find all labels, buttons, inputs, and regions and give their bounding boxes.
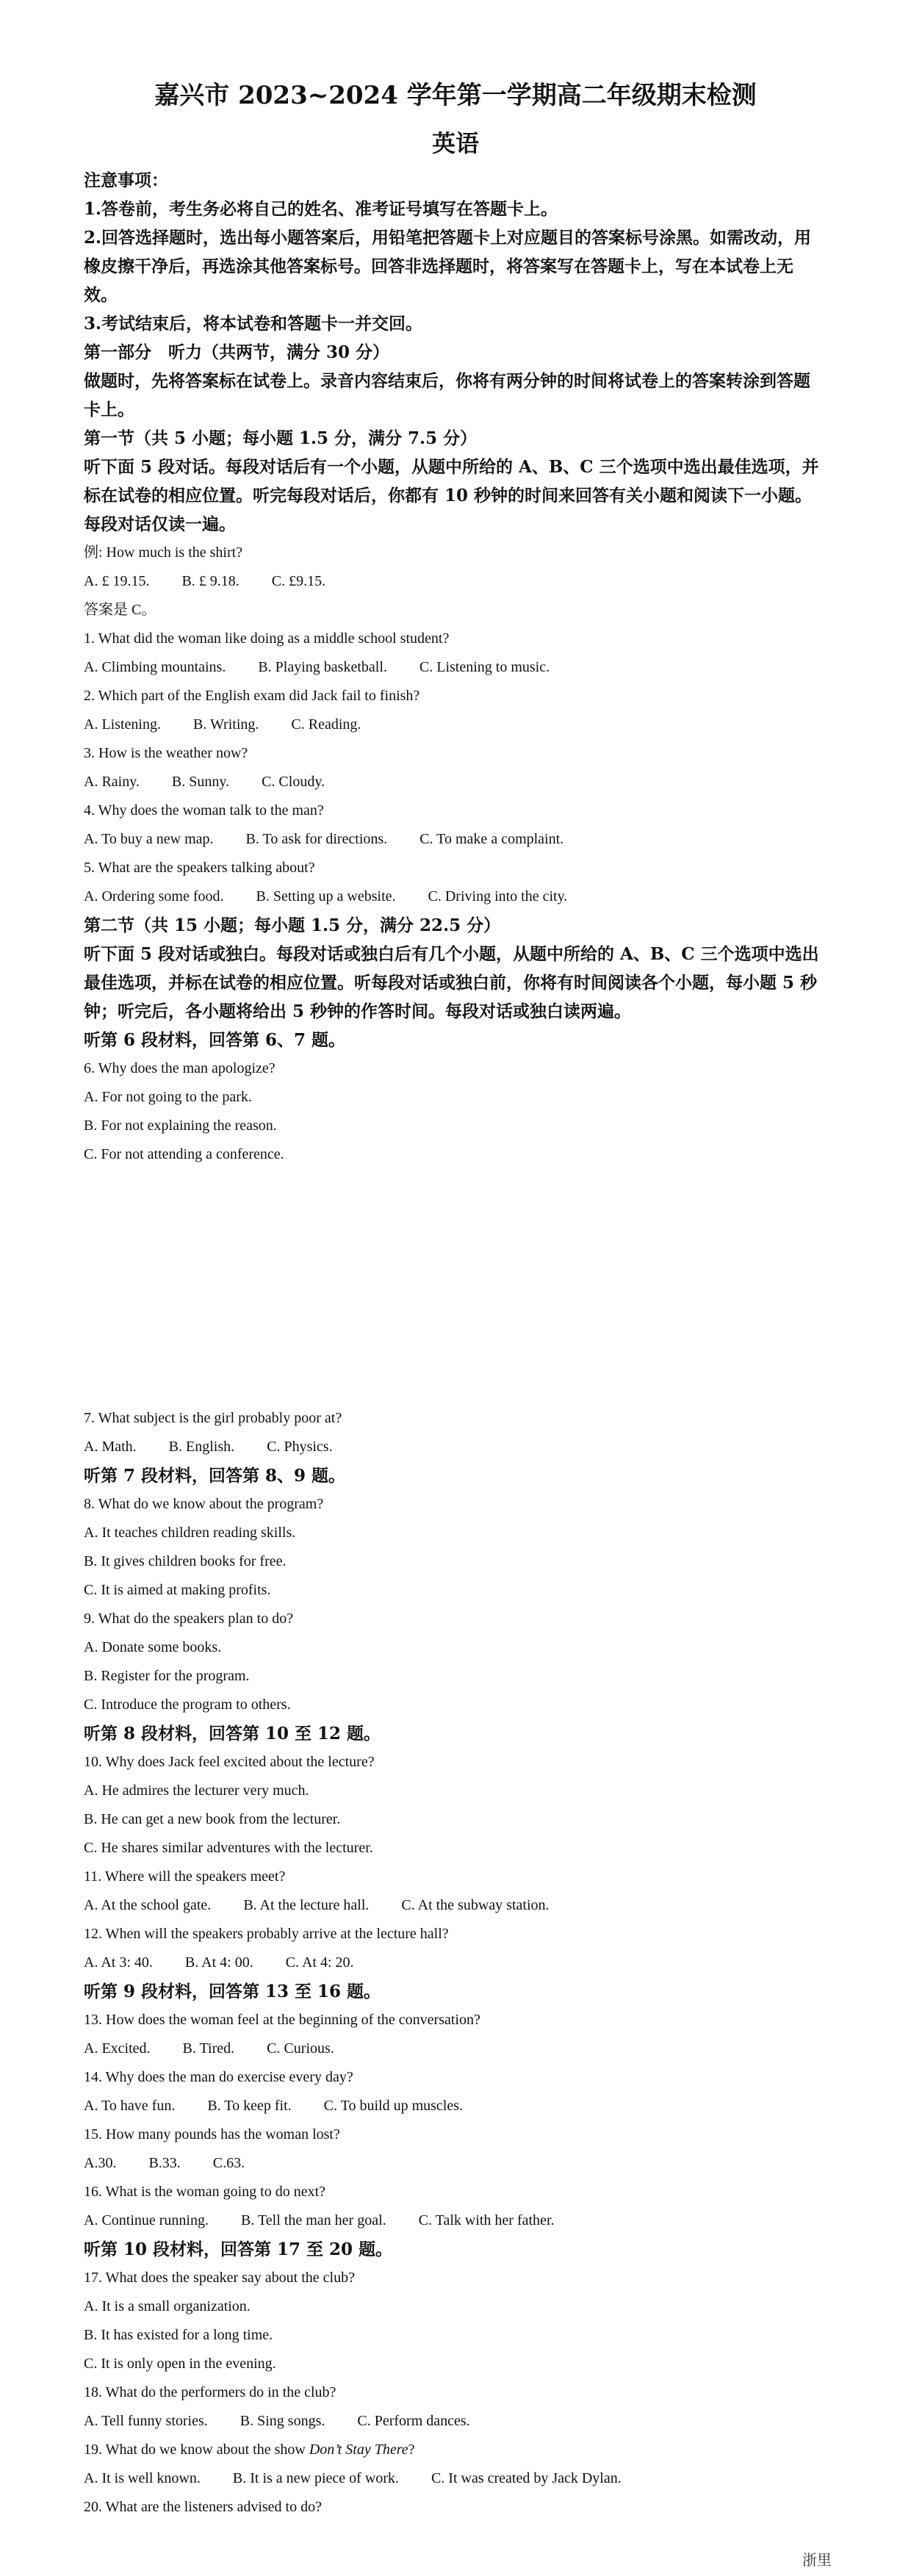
material-10-heading: 听第 10 段材料，回答第 17 至 20 题。 (84, 2239, 393, 2259)
option: B. Playing basketball. (258, 659, 387, 675)
option: C. Driving into the city. (428, 888, 568, 904)
part1-instruction: 做题时，先将答案标在试卷上。录音内容结束后，你将有两分钟的时间将试卷上的答案转涂到答题卡上。 (84, 371, 810, 420)
option: A. It is a small organization. (84, 2298, 251, 2314)
option: B. Sing songs. (240, 2413, 325, 2429)
option: A. At 3: 40. (84, 1954, 153, 1971)
option: B. He can get a new book from the lecturer. (84, 1811, 341, 1827)
option: A. Listening. (84, 716, 161, 733)
options-16 (84, 2206, 826, 2235)
option: C. To make a complaint. (420, 831, 564, 847)
options-4 (84, 825, 826, 854)
question-2: 2. Which part of the English exam did Jack fail to finish? (84, 688, 420, 704)
material-8-heading: 听第 8 段材料，回答第 10 至 12 题。 (84, 1724, 381, 1744)
option: C. Perform dances. (357, 2413, 470, 2429)
option: C. Introduce the program to others. (84, 1697, 291, 1713)
notice-item: 1.答卷前，考生务必将自己的姓名、准考证号填写在答题卡上。 (84, 199, 558, 219)
show-title: Don’t Stay There (309, 2442, 408, 2458)
question-19-text: 19. What do we know about the show (84, 2442, 309, 2458)
footer-region: 浙里 (802, 2551, 832, 2569)
option: B. Writing. (193, 716, 259, 733)
question-5: 5. What are the speakers talking about? (84, 860, 315, 876)
option: A. Continue running. (84, 2212, 209, 2228)
question-15: 15. How many pounds has the woman lost? (84, 2126, 340, 2143)
option: B. Register for the program. (84, 1668, 250, 1684)
section1-instruction: 听下面 5 段对话。每段对话后有一个小题，从题中所给的 A、B、C 三个选项中选出最佳选项，并标在试卷的相应位置。听完每段对话后，你都有 10 秒钟的时间来回答有关小题和阅读下一小题。每段对话仅读一遍。 (84, 457, 819, 534)
options-3 (84, 768, 826, 796)
options-18 (84, 2407, 826, 2436)
material-6-heading: 听第 6 段材料，回答第 6、7 题。 (84, 1030, 346, 1050)
options-11 (84, 1891, 826, 1920)
blank-space (84, 1169, 826, 1404)
option: A. For not going to the park. (84, 1089, 252, 1105)
exam-content (84, 166, 826, 2522)
question-16: 16. What is the woman going to do next? (84, 2184, 326, 2200)
question-8: 8. What do we know about the program? (84, 1496, 324, 1512)
exam-title: 嘉兴市 2023~2024 学年第一学期高二年级期末检测 (154, 81, 757, 110)
option: A. Ordering some food. (84, 888, 224, 904)
option: C. It is aimed at making profits. (84, 1582, 271, 1598)
question-6: 6. Why does the man apologize? (84, 1060, 276, 1076)
option: C. Physics. (267, 1439, 333, 1455)
option: C. He shares similar adventures with the lecturer. (84, 1840, 373, 1856)
option: B. It is a new piece of work. (232, 2470, 399, 2486)
example-options (84, 567, 826, 596)
options-7 (84, 1433, 826, 1461)
question-12: 12. When will the speakers probably arrive at the lecture hall? (84, 1926, 449, 1942)
options-2 (84, 710, 826, 739)
option: B. It has existed for a long time. (84, 2327, 273, 2343)
option: A. He admires the lecturer very much. (84, 1782, 309, 1799)
option: A. It teaches children reading skills. (84, 1525, 296, 1541)
question-20: 20. What are the listeners advised to do? (84, 2499, 322, 2515)
exam-subject: 英语 (431, 129, 479, 157)
example-question: 例: How much is the shirt? (84, 544, 243, 561)
section2-heading: 第二节（共 15 小题；每小题 1.5 分，满分 22.5 分） (84, 915, 501, 935)
option: A. To buy a new map. (84, 831, 214, 847)
material-7-heading: 听第 7 段材料，回答第 8、9 题。 (84, 1466, 346, 1486)
option: C. Listening to music. (419, 659, 550, 675)
option: C. £9.15. (271, 573, 326, 589)
question-14: 14. Why does the man do exercise every day? (84, 2069, 353, 2085)
option: B. It gives children books for free. (84, 1553, 287, 1569)
part1-heading: 第一部分 听力（共两节，满分 30 分） (84, 342, 390, 362)
option: A. It is well known. (84, 2470, 201, 2486)
question-19 (84, 2436, 826, 2464)
section2-instruction: 听下面 5 段对话或独白。每段对话或独白后有几个小题，从题中所给的 A、B、C 三个选项中选出最佳选项，并标在试卷的相应位置。听每段对话或独白前，你将有时间阅读各个小题，每小题 5 秒钟；听完后，各小题将给出 5 秒钟的作答时间。每段对话或独白读两遍。 (84, 944, 819, 1021)
question-13: 13. How does the woman feel at the beginning of the conversation? (84, 2012, 480, 2028)
question-17: 17. What does the speaker say about the club? (84, 2270, 355, 2286)
option: A. Rainy. (84, 774, 140, 790)
options-13 (84, 2034, 826, 2063)
notice-item: 3.考试结束后，将本试卷和答题卡一并交回。 (84, 314, 423, 334)
option: C. It was created by Jack Dylan. (431, 2470, 622, 2486)
option: C. It is only open in the evening. (84, 2356, 276, 2372)
option: C. Talk with her father. (418, 2212, 555, 2228)
options-1 (84, 653, 826, 682)
option: A. Tell funny stories. (84, 2413, 208, 2429)
option: A. Excited. (84, 2040, 151, 2057)
option: B. At the lecture hall. (243, 1897, 370, 1913)
example-answer: 答案是 C。 (84, 602, 156, 618)
question-18: 18. What do the performers do in the club? (84, 2384, 336, 2400)
option: C. At the subway station. (401, 1897, 550, 1913)
option: C. At 4: 20. (285, 1954, 354, 1971)
option: C. Curious. (267, 2040, 334, 2057)
option: C. Reading. (291, 716, 361, 733)
option: C. To build up muscles. (323, 2098, 464, 2114)
option: B. Tell the man her goal. (241, 2212, 386, 2228)
option: B. To keep fit. (207, 2098, 292, 2114)
option: A. Math. (84, 1439, 137, 1455)
options-12 (84, 1949, 826, 1977)
options-19 (84, 2464, 826, 2493)
options-14 (84, 2092, 826, 2120)
question-4: 4. Why does the woman talk to the man? (84, 802, 324, 819)
question-3: 3. How is the weather now? (84, 745, 248, 761)
section1-heading: 第一节（共 5 小题；每小题 1.5 分，满分 7.5 分） (84, 428, 478, 448)
option: B. English. (168, 1439, 235, 1455)
option: B. For not explaining the reason. (84, 1118, 277, 1134)
question-11: 11. Where will the speakers meet? (84, 1868, 286, 1885)
option: A. Donate some books. (84, 1639, 222, 1655)
option: B. Tired. (182, 2040, 235, 2057)
option: B. Sunny. (171, 774, 230, 790)
option: B. At 4: 00. (184, 1954, 253, 1971)
option: B. To ask for directions. (245, 831, 388, 847)
material-9-heading: 听第 9 段材料，回答第 13 至 16 题。 (84, 1982, 381, 2001)
question-9: 9. What do the speakers plan to do? (84, 1611, 294, 1627)
option: B. Setting up a website. (256, 888, 396, 904)
option: A. Climbing mountains. (84, 659, 226, 675)
notice-heading: 注意事项： (84, 170, 168, 190)
option: B. £ 9.18. (181, 573, 240, 589)
options-15 (84, 2149, 826, 2178)
question-7: 7. What subject is the girl probably poor at? (84, 1410, 342, 1426)
option: B.33. (148, 2155, 181, 2171)
option: C. For not attending a conference. (84, 1146, 284, 1162)
options-5 (84, 882, 826, 911)
question-19-mark: ? (408, 2442, 415, 2458)
option: A. £ 19.15. (84, 573, 150, 589)
option: C.63. (212, 2155, 245, 2171)
notice-item: 2.回答选择题时，选出每小题答案后，用铅笔把答题卡上对应题目的答案标号涂黑。如需改动，用橡皮擦干净后，再选涂其他答案标号。回答非选择题时，将答案写在答题卡上，写在本试卷上无效。 (84, 228, 812, 305)
option: A. At the school gate. (84, 1897, 212, 1913)
option: A.30. (84, 2155, 117, 2171)
option: A. To have fun. (84, 2098, 176, 2114)
option: C. Cloudy. (262, 774, 325, 790)
question-10: 10. Why does Jack feel excited about the lecture? (84, 1754, 375, 1770)
question-1: 1. What did the woman like doing as a middle school student? (84, 630, 450, 647)
